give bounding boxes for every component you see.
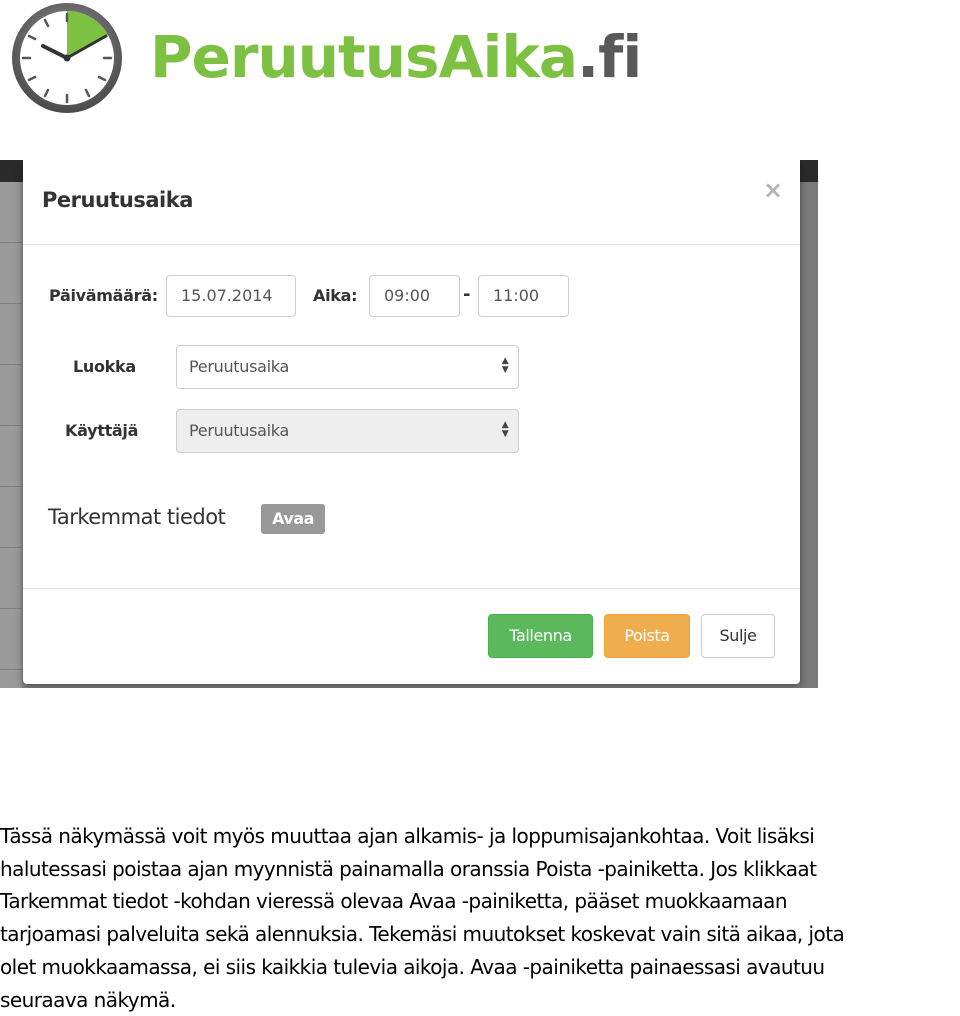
modal-title: Peruutusaika [42, 188, 193, 212]
select-arrows-icon: ▲ ▼ [501, 356, 509, 375]
date-field[interactable] [166, 275, 296, 317]
save-button[interactable]: Tallenna [488, 614, 593, 658]
time-end-input[interactable] [493, 276, 554, 316]
paragraph-line: olet muokkaamassa, ei siis kaikkia tulevia aikoja. Avaa -painiketta painaessasi avautuu [0, 954, 825, 979]
modal-footer-divider [23, 588, 800, 589]
paragraph-line: Tässä näkymässä voit myös muuttaa ajan alkamis- ja loppumisajankohtaa. Voit lisäksi [0, 824, 815, 848]
time-end-field[interactable] [478, 275, 569, 317]
time-start-input[interactable] [384, 276, 445, 316]
background-right-edge [800, 182, 818, 688]
modal-header-divider [23, 244, 800, 245]
category-select[interactable] [176, 345, 519, 389]
category-select-value: Peruutusaika [189, 357, 289, 376]
dialog-screenshot [0, 160, 818, 688]
logo-text-peruutus: Peruutus [150, 23, 439, 91]
logo-text-fi: .fi [577, 23, 642, 91]
paragraph-line: seuraava näkymä. [0, 987, 176, 1012]
select-arrows-icon: ▲ ▼ [501, 420, 509, 439]
user-select[interactable] [176, 409, 519, 453]
close-icon[interactable]: × [763, 176, 784, 204]
instruction-paragraph [0, 820, 960, 1016]
details-label: Tarkemmat tiedot [48, 505, 226, 529]
date-input[interactable] [181, 276, 281, 316]
user-select-value: Peruutusaika [189, 421, 289, 440]
clock-icon [10, 2, 124, 114]
date-label: Päivämäärä: [49, 286, 158, 305]
category-label: Luokka [73, 357, 136, 376]
delete-button[interactable]: Poista [604, 614, 690, 658]
logo-text-aika: Aika [438, 23, 578, 91]
time-label: Aika: [313, 286, 358, 305]
user-label: Käyttäjä [65, 421, 139, 440]
paragraph-line: Tarkemmat tiedot -kohdan vieressä olevaa Avaa -painiketta, pääset muokkaamaan [0, 889, 788, 914]
paragraph-line: halutessasi poistaa ajan myynnistä painamalla oranssia Poista -painiketta. Jos klikkaat [0, 856, 817, 881]
open-details-button[interactable]: Avaa [261, 504, 325, 534]
time-separator: - [463, 284, 471, 305]
logo-wordmark [150, 22, 641, 92]
close-button[interactable]: Sulje [701, 614, 775, 658]
edit-slot-modal [23, 160, 800, 684]
paragraph-line: tarjoamasi palveluita sekä alennuksia. Tekemäsi muutokset koskevat vain sitä aikaa, jota [0, 922, 845, 947]
time-start-field[interactable] [369, 275, 460, 317]
background-calendar-edge [0, 182, 22, 688]
